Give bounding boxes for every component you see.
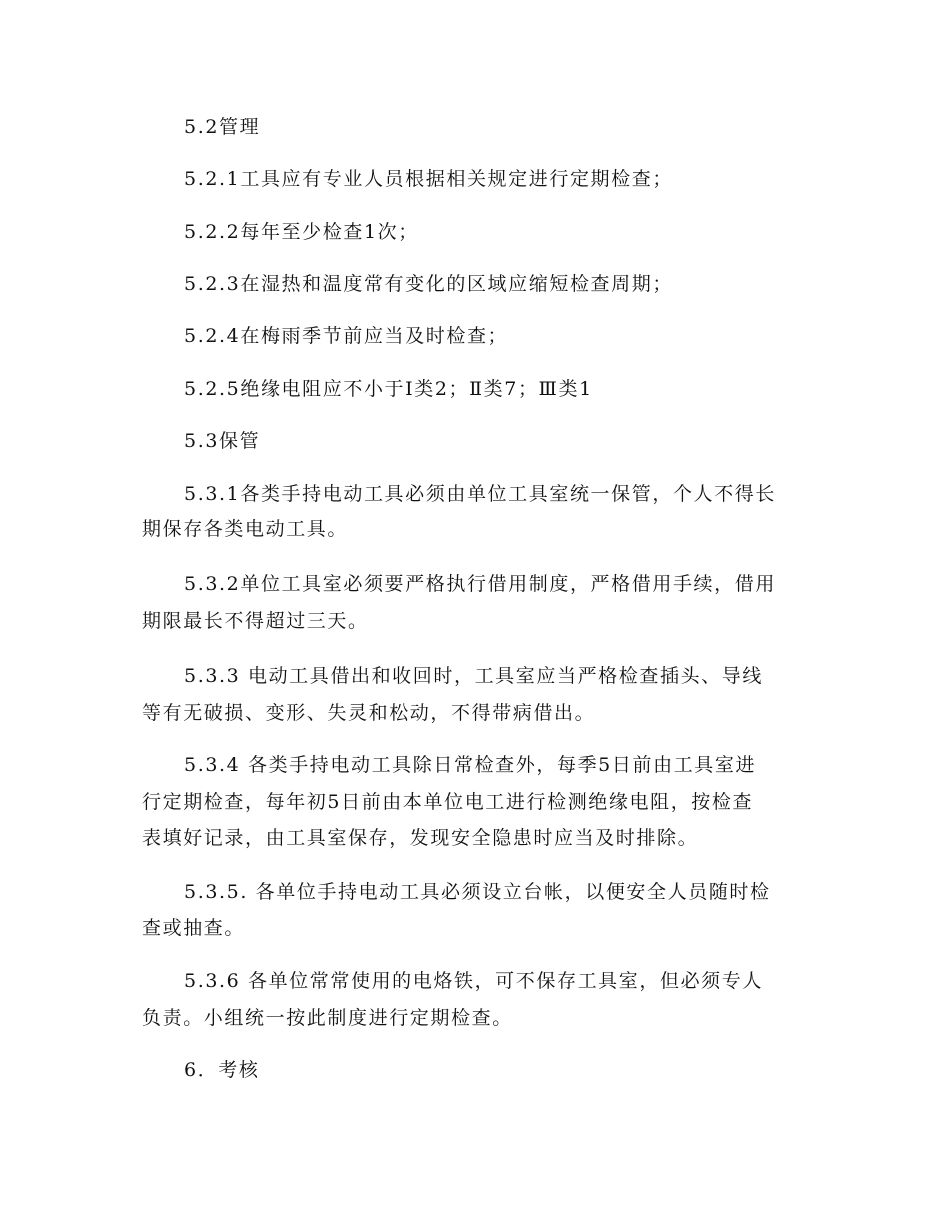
section-heading-5-2: 5.2管理 <box>184 116 261 138</box>
clause-5-3-4-line-1: 5.3.4 各类手持电动工具除日常检查外，每季5日前由工具室进 <box>184 754 757 776</box>
clause-5-3-6-line-1: 5.3.6 各单位常常使用的电烙铁，可不保存工具室，但必须专人 <box>184 970 763 992</box>
clause-5-3-4-line-3: 表填好记录，由工具室保存，发现安全隐患时应当及时排除。 <box>142 827 699 849</box>
clause-5-3-5-line-1: 5.3.5. 各单位手持电动工具必须设立台帐，以便安全人员随时检 <box>184 881 771 903</box>
clause-5-3-3-line-2: 等有无破损、变形、失灵和松动，不得带病借出。 <box>142 702 596 724</box>
clause-5-3-1-line-1: 5.3.1各类手持电动工具必须由单位工具室统一保管，个人不得长 <box>184 483 776 505</box>
clause-5-3-3-line-1: 5.3.3 电动工具借出和收回时，工具室应当严格检查插头、导线 <box>184 665 763 687</box>
clause-5-2-3: 5.2.3在湿热和温度常有变化的区域应缩短检查周期； <box>184 273 673 295</box>
clause-5-3-1-line-2: 期保存各类电动工具。 <box>142 518 349 540</box>
clause-5-2-4: 5.2.4在梅雨季节前应当及时检查； <box>184 325 509 347</box>
clause-5-2-2: 5.2.2每年至少检查1次； <box>184 221 419 243</box>
clause-5-3-2-line-2: 期限最长不得超过三天。 <box>142 610 369 632</box>
clause-5-2-5: 5.2.5绝缘电阻应不小于Ⅰ类2；Ⅱ类7；Ⅲ类1 <box>184 378 593 400</box>
clause-5-2-1: 5.2.1工具应有专业人员根据相关规定进行定期检查； <box>184 168 673 190</box>
clause-5-3-6-line-2: 负责。小组统一按此制度进行定期检查。 <box>142 1007 513 1029</box>
clause-5-3-5-line-2: 查或抽查。 <box>142 917 246 939</box>
clause-5-3-4-line-2: 行定期检查，每年初5日前由本单位电工进行检测绝缘电阻，按检查 <box>142 791 754 813</box>
section-heading-5-3: 5.3保管 <box>184 430 261 452</box>
clause-5-3-2-line-1: 5.3.2单位工具室必须要严格执行借用制度，严格借用手续，借用 <box>184 573 776 595</box>
section-heading-6: 6．考核 <box>184 1059 260 1081</box>
